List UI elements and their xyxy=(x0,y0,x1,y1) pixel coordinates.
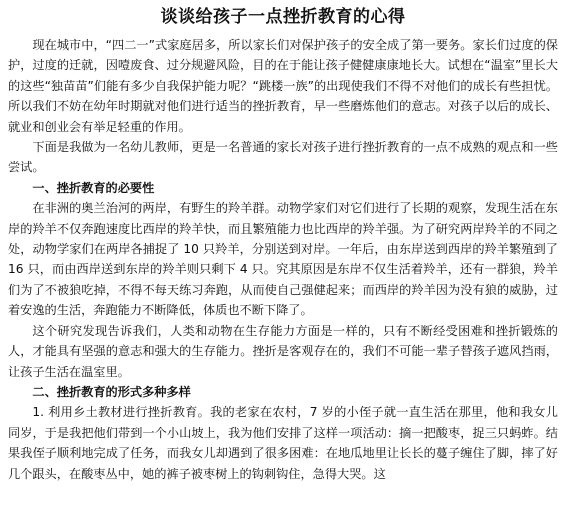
page-title: 谈谈给孩子一点挫折教育的心得 xyxy=(160,7,406,27)
intro-paragraph-2: 下面是我做为一名幼儿教师，更是一名普通的家长对孩子进行挫折教育的一点不成熟的观点和一些尝试。 xyxy=(8,140,558,175)
section1-paragraph-2: 这个研究发现告诉我们，人类和动物在生存能力方面是一样的，只有不断经受困难和挫折锻炼的人，才能具有坚强的意志和强大的生存能力。挫折是客观存在的，我们不可能一辈子替孩子遮风挡雨，让孩子生活在温室里。 xyxy=(8,323,558,379)
section-heading-forms: 二、挫折教育的形式多种多样 xyxy=(32,384,191,399)
section2-paragraph-1: 1. 利用乡土教材进行挫折教育。我的老家在农村，7 岁的小侄子就一直生活在那里，他和我女儿同岁，于是我把他们带到一个小山坡上，我为他们安排了这样一项活动：摘一把酸枣，捉三只蚂蚱。结果我侄子顺利地完成了任务，而我女儿却遇到了很多困难：在地瓜地里让长长的蔓子缠住了脚，摔了好几个跟头，在酸枣丛中，她的裤子被枣树上的钩刺钩住，急得大哭。这 xyxy=(8,405,558,481)
section1-paragraph-1: 在非洲的奥兰治河的两岸，有野生的羚羊群。动物学家们对它们进行了长期的观察，发现生活在东岸的羚羊不仅奔跑速度比西岸的羚羊快，而且繁殖能力也比西岸的羚羊强。为了研究两岸羚羊的不同之处，动物学家们在两岸各捕捉了 10 只羚羊，分别送到对岸。一年后，由东岸送到西岸的羚羊繁殖到了 16 只，而由西岸送到东岸的羚羊则只剩下 4 只。究其原因是东岸不仅生活着羚羊，还有一群狼，羚羊们为了不被狼吃掉，不得不每天练习奔跑，从而使自己强健起来；而西岸的羚羊因为没有狼的威胁，过着安逸的生活，奔跑能力不断降低，体质也不断下降了。 xyxy=(8,201,558,318)
intro-paragraph-1: 现在城市中，“四二一”式家庭居多，所以家长们对保护孩子的安全成了第一要务。家长们过度的保护，过度的迁就，因噎废食、过分规避风险，目的在于能让孩子健健康康地长大。试想在“温室”里长大的这些“独苗苗”们能有多少自我保护能力呢？“跳楼一族”的出现使我们不得不对他们的成长有些担忧。所以我们不妨在幼年时期就对他们进行适当的挫折教育，早一些磨炼他们的意志。对孩子以后的成长、就业和创业会有举足轻重的作用。 xyxy=(8,38,558,134)
section-heading-necessity: 一、挫折教育的必要性 xyxy=(32,180,155,195)
